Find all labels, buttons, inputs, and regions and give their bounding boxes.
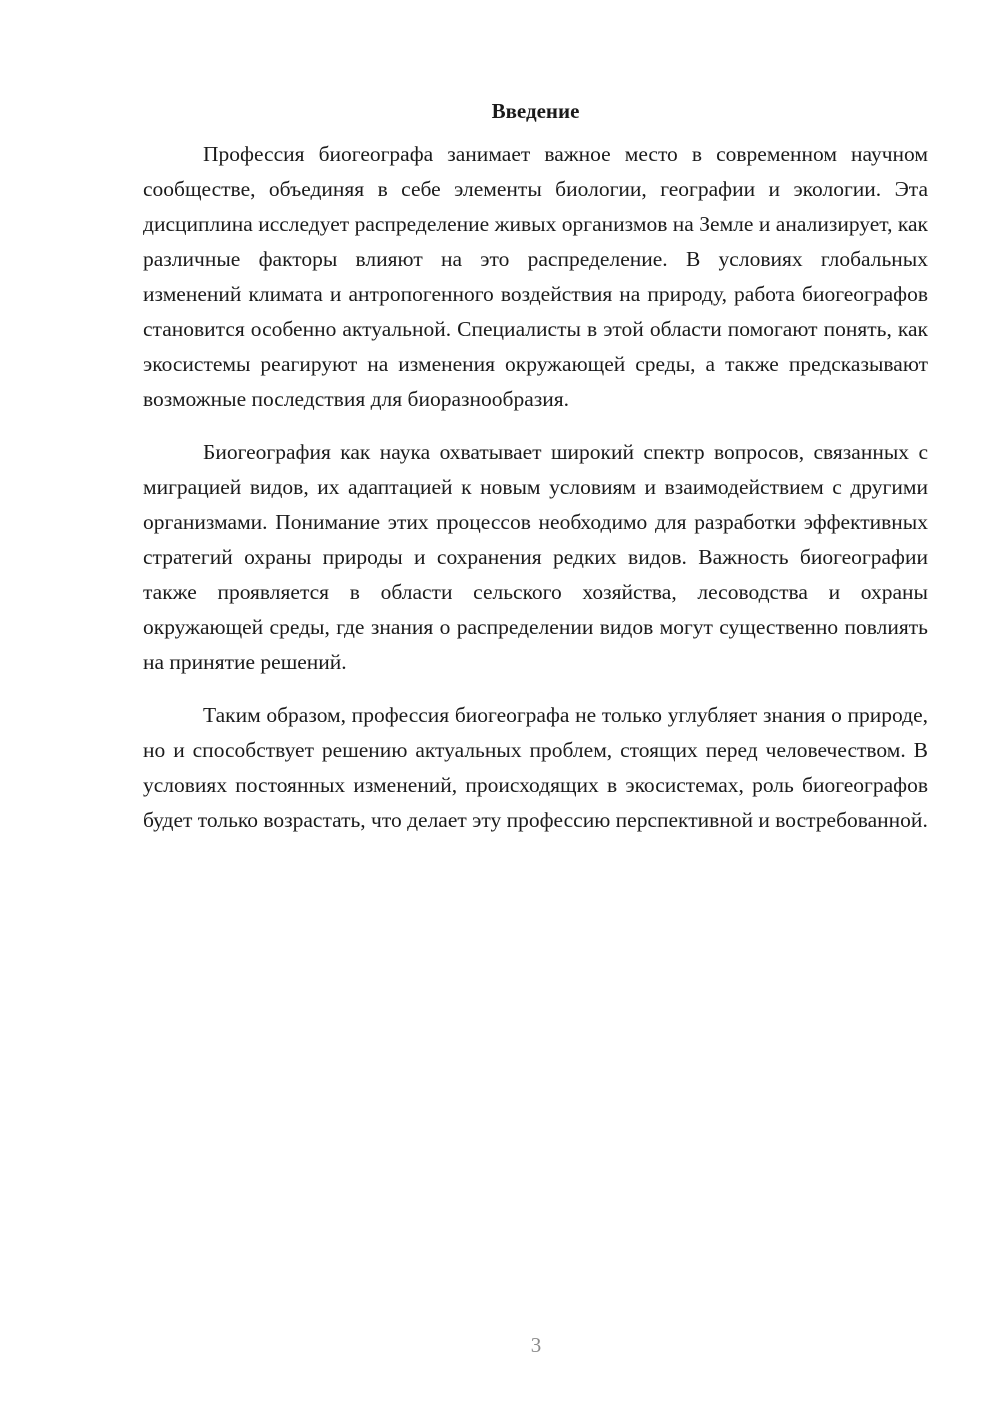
section-heading: Введение bbox=[491, 99, 580, 123]
paragraph-2: Биогеография как наука охватывает широкий спектр вопросов, связанных с миграцией видов, их адаптацией к новым условиям и взаимодействием с другими организмами. Понимание этих процессов необходимо для разработки эффективных стратегий охраны природы и сохранения редких видов. Важность биогеографии также проявляется в области сельского хозяйства, лесоводства и охраны окружающей среды, где знания о распределении видов могут существенно повлиять на принятие решений. bbox=[143, 440, 928, 674]
paragraph-1: Профессия биогеографа занимает важное место в современном научном сообществе, объединяя в себе элементы биологии, географии и экологии. Эта дисциплина исследует распределение живых организмов на Земле и анализирует, как различные факторы влияют на это распределение. В условиях глобальных изменений климата и антропогенного воздействия на природу, работа биогеографов становится особенно актуальной. Специалисты в этой области помогают понять, как экосистемы реагируют на изменения окружающей среды, а также предсказывают возможные последствия для биоразнообразия. bbox=[143, 142, 928, 411]
page-number: 3 bbox=[530, 1333, 542, 1357]
page-content bbox=[143, 95, 928, 856]
paragraph-3: Таким образом, профессия биогеографа не только углубляет знания о природе, но и способствует решению актуальных проблем, стоящих перед человечеством. В условиях постоянных изменений, происходящих в экосистемах, роль биогеографов будет только возрастать, что делает эту профессию перспективной и востребованной. bbox=[143, 703, 928, 832]
